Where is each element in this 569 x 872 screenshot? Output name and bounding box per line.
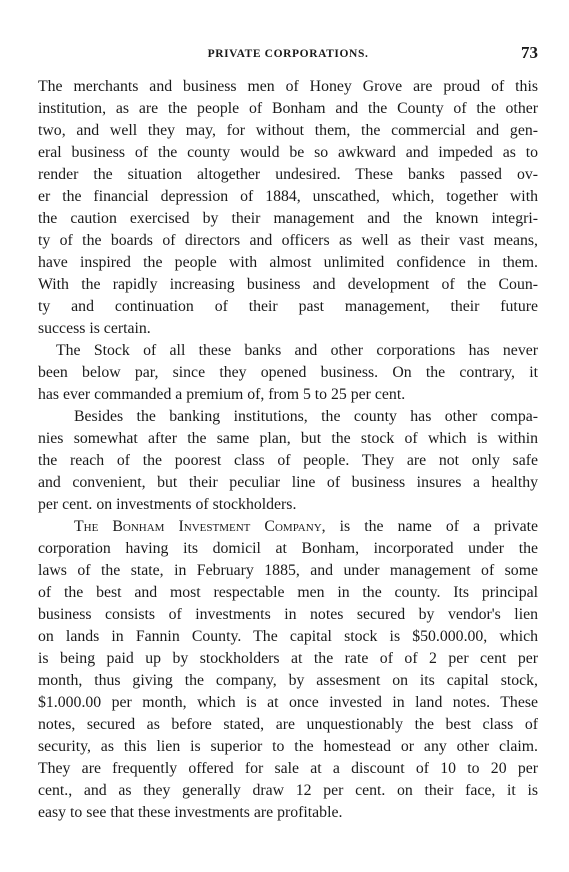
paragraph-investment-company — [38, 516, 538, 824]
text-line: the reach of the poorest class of people. They are not only safe — [38, 452, 538, 469]
text-line: With the rapidly increasing business and development of the Coun- — [38, 276, 538, 293]
text-line: the caution exercised by their management and the known integri- — [38, 210, 538, 227]
paragraph-bank-stock — [38, 340, 538, 406]
text-line: notes, secured as before stated, are unquestionably the best class of — [38, 716, 538, 733]
text-line: Besides the banking institutions, the county has other compa- — [74, 408, 538, 425]
page-number: 73 — [521, 43, 538, 62]
text-line: ty of the boards of directors and officers as well as their vast means, — [38, 232, 538, 249]
text-line: The Stock of all these banks and other corporations has never — [56, 342, 538, 359]
text-line: er the financial depression of 1884, unscathed, which, together with — [38, 188, 538, 205]
text-line: has ever commanded a premium of, from 5 to 25 per cent. — [38, 386, 406, 403]
text-fragment: is the name of a private — [325, 518, 538, 535]
text-line: They are frequently offered for sale at a discount of 10 to 20 per — [38, 760, 538, 777]
text-line: of the best and most respectable men in the county. Its principal — [38, 584, 538, 601]
text-line: laws of the state, in February 1885, and under management of some — [38, 562, 538, 579]
paragraph-other-companies — [38, 406, 538, 516]
text-line: per cent. on investments of stockholders. — [38, 496, 297, 513]
text-line: on lands in Fannin County. The capital stock is $50.000.00, which — [38, 628, 538, 645]
running-head — [38, 42, 538, 66]
paragraph-honey-grove — [38, 76, 538, 340]
text-line: been below par, since they opened business. On the contrary, it — [38, 364, 538, 381]
text-line: $1.000.00 per month, which is at once invested in land notes. These — [38, 694, 538, 711]
text-line: render the situation altogether undesired. These banks passed ov- — [38, 166, 538, 183]
text-line: eral business of the county would be so awkward and impeded as to — [38, 144, 538, 161]
text-line: business consists of investments in notes secured by vendor's lien — [38, 606, 538, 623]
text-line: is being paid up by stockholders at the rate of of 2 per cent per — [38, 650, 538, 667]
text-line: easy to see that these investments are profitable. — [38, 804, 343, 821]
text-line: corporation having its domicil at Bonham, incorporated under the — [38, 540, 538, 557]
text-line: institution, as are the people of Bonham and the County of the other — [38, 100, 538, 117]
text-line: ty and continuation of their past management, their future — [38, 298, 538, 315]
body-text — [38, 76, 538, 824]
text-line: cent., and as they generally draw 12 per cent. on their face, it is — [38, 782, 538, 799]
text-line: have inspired the people with almost unlimited confidence in them. — [38, 254, 538, 271]
text-line — [38, 516, 538, 538]
text-line: success is certain. — [38, 320, 151, 337]
text-line: The merchants and business men of Honey Grove are proud of this — [38, 78, 538, 95]
book-page — [38, 42, 538, 824]
text-line: month, thus giving the company, by assesment on its capital stock, — [38, 672, 538, 689]
company-name-small-caps: The Bonham Investment Company, — [74, 518, 326, 535]
text-line: two, and well they may, for without them, the commercial and gen- — [38, 122, 538, 139]
running-title: PRIVATE CORPORATIONS. — [207, 48, 369, 60]
text-line: security, as this lien is superior to the homestead or any other claim. — [38, 738, 538, 755]
text-line: nies somewhat after the same plan, but the stock of which is within — [38, 430, 538, 447]
text-line: and convenient, but their peculiar line of business insures a healthy — [38, 474, 538, 491]
